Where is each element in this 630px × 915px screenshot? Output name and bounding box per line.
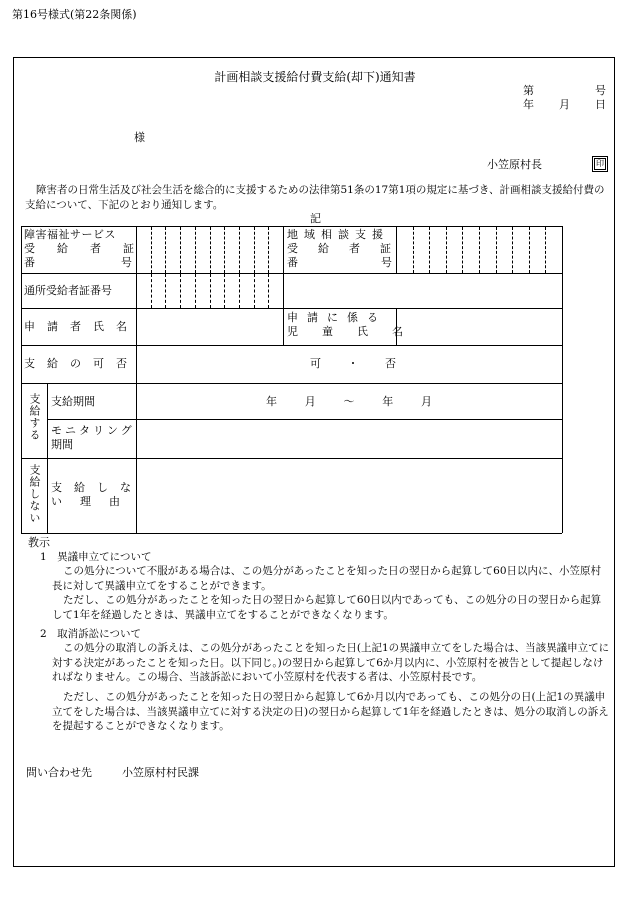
section-approve-label: 支給する xyxy=(28,393,41,441)
date-day: 日 xyxy=(595,98,606,111)
contact-value: 小笠原村村民課 xyxy=(122,766,199,779)
seal-char: 印 xyxy=(596,159,604,168)
approval-label: 支給の可否 xyxy=(24,357,139,370)
period-label: 支給期間 xyxy=(51,395,95,408)
reject-reason-field[interactable] xyxy=(137,459,562,533)
issuer-name: 小笠原村長 xyxy=(487,158,542,171)
date-month: 月 xyxy=(559,98,570,111)
community-cert-label xyxy=(287,228,475,270)
welfare-cert-label-3: 番号 xyxy=(24,256,218,269)
contact-label: 問い合わせ先 xyxy=(26,766,92,779)
approval-dot: ・ xyxy=(347,357,359,370)
notice-item2-p2: ただし、この処分があったことを知った日の翌日から起算して6か月以内であっても、この処分の日(上記1の異議申立てをした場合は、当該異議申立てに対する決定の日)の翌日から起算して1年を経過したときは、処分の取消しの訴えを提起することができなくなります。 xyxy=(52,691,609,732)
welfare-cert-label xyxy=(24,228,218,270)
reject-reason-label-1: 支給しな xyxy=(51,481,143,494)
intro-paragraph: 障害者の日常生活及び社会生活を総合的に支援するための法律第51条の17第1項の規定に基づき、計画相談支援給付費の支給について、下記のとおり通知します。 xyxy=(25,184,605,211)
monitoring-label xyxy=(51,424,135,452)
doc-number-suffix: 号 xyxy=(595,84,606,97)
notice-heading: 教示 xyxy=(28,536,50,549)
community-cert-label-3: 番号 xyxy=(287,256,475,269)
child-name-field[interactable] xyxy=(397,309,562,345)
community-cert-label-2: 受給者証 xyxy=(287,242,411,255)
monitoring-field[interactable] xyxy=(137,420,562,458)
community-cert-label-1: 地域相談支援 xyxy=(287,228,389,241)
section-reject-label: 支給しない xyxy=(28,464,41,524)
document-number xyxy=(523,84,606,98)
applicant-name-field[interactable] xyxy=(137,309,283,345)
ki-label: 記 xyxy=(310,212,321,225)
period-start-month: 月 xyxy=(304,395,316,408)
notice-item2-title: 2 取消訴訟について xyxy=(40,628,141,640)
reject-reason-label xyxy=(51,481,143,509)
day-cert-number-cells[interactable] xyxy=(137,274,283,308)
applicant-name-label: 申請者氏名 xyxy=(24,320,139,333)
notice-item1-p1: この処分について不服がある場合は、この処分があったことを知った日の翌日から起算して60日以内に、小笠原村長に対して異議申立てをすることができます。 xyxy=(52,565,602,592)
addressee-suffix: 様 xyxy=(134,131,145,144)
period-tilde: ～ xyxy=(343,395,355,408)
approval-no[interactable]: 否 xyxy=(385,357,396,370)
welfare-cert-label-2: 受給者証 xyxy=(24,242,156,255)
seal-stamp xyxy=(592,156,608,172)
period-end-month: 月 xyxy=(421,395,432,408)
notice-item2-p1: この処分の取消しの訴えは、この処分があったことを知った日(上記1の異議申立てをした場合は、当該異議申立てに対する決定があったことを知った日。以下同じ。)の翌日から起算して6か月以内に、小笠原村を被告として提起しなければなりません。この場合、当該訴訟において小笠原村を代表する者は、小笠原村長です。 xyxy=(52,642,610,683)
notice-item1-title: 1 異議申立てについて xyxy=(40,551,152,563)
document-title: 計画相談支援給付費支給(却下)通知書 xyxy=(214,70,416,84)
form-number: 第16号様式(第22条関係) xyxy=(12,8,137,21)
child-name-label-1: 申請に係る xyxy=(287,311,387,324)
day-cert-label: 通所受給者証番号 xyxy=(24,284,112,297)
document-date xyxy=(523,98,606,112)
monitoring-label-2: 期間 xyxy=(51,438,73,451)
doc-number-prefix: 第 xyxy=(523,84,534,97)
period-end-year: 年 xyxy=(382,395,394,408)
notice-item1-p2: ただし、この処分があったことを知った日の翌日から起算して60日以内であっても、この処分の日の翌日から起算して1年を経過したときは、異議申立てをすることができなくなります。 xyxy=(52,594,602,621)
reject-reason-label-2: い理由 xyxy=(51,495,138,508)
date-year: 年 xyxy=(523,98,534,111)
period-start-year: 年 xyxy=(266,395,277,408)
welfare-cert-label-1: 障害福祉サービス xyxy=(24,228,116,241)
period-value[interactable] xyxy=(266,395,432,409)
child-name-label xyxy=(287,311,427,339)
approval-yes[interactable]: 可 xyxy=(310,357,321,370)
child-name-label-2: 児童氏名 xyxy=(287,325,427,338)
approval-value[interactable] xyxy=(310,357,396,371)
monitoring-label-1: モニタリング xyxy=(51,424,135,437)
